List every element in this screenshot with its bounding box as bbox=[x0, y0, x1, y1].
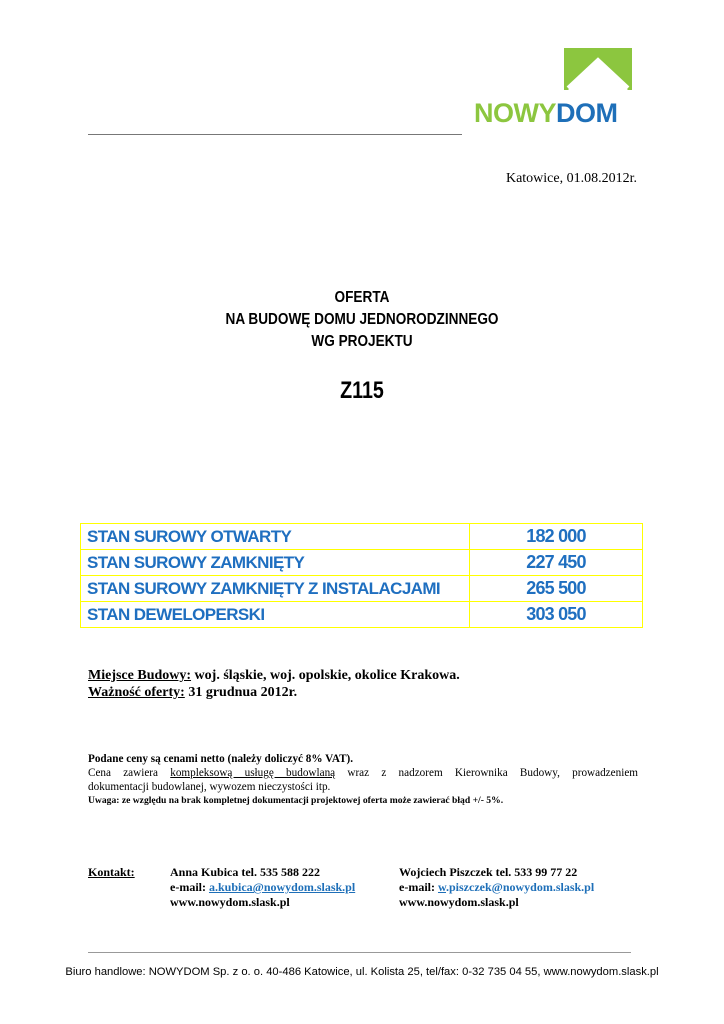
price-row bbox=[81, 524, 643, 550]
brand-name bbox=[474, 98, 618, 129]
offer-notes bbox=[88, 752, 638, 808]
stage-name: STAN SUROWY ZAMKNIĘTY bbox=[81, 550, 470, 576]
scope-note bbox=[88, 766, 638, 780]
contact-2-email-rest[interactable]: .piszczek@nowydom.slask.pl bbox=[446, 880, 595, 894]
stage-name: STAN SUROWY ZAMKNIĘTY Z INSTALACJAMI bbox=[81, 576, 470, 602]
footer-divider bbox=[88, 952, 631, 953]
offer-validity bbox=[88, 685, 297, 701]
header-divider bbox=[88, 134, 462, 135]
contact-1-name: Anna Kubica tel. 535 588 222 bbox=[170, 865, 321, 879]
contact-1-email-link[interactable]: a.kubica@nowydom.slask.pl bbox=[208, 880, 356, 894]
stage-name: STAN SUROWY OTWARTY bbox=[81, 524, 470, 550]
house-roof-icon bbox=[564, 48, 632, 90]
scope-text-b: wraz z nadzorem Kierownika Budowy, prowadzeniem bbox=[335, 767, 638, 779]
site-value: woj. śląskie, woj. opolskie, okolice Krakowa. bbox=[191, 668, 460, 683]
stage-price: 265 500 bbox=[470, 576, 643, 602]
brand-part-2: DOM bbox=[556, 98, 618, 128]
email-label: e-mail: bbox=[399, 880, 438, 894]
validity-value: 31 grudnua 2012r. bbox=[184, 685, 298, 700]
company-logo bbox=[474, 48, 634, 133]
email-label: e-mail: bbox=[170, 880, 209, 894]
stage-price: 303 050 bbox=[470, 602, 643, 628]
validity-label: Ważność oferty: bbox=[88, 685, 185, 700]
scope-text-underlined: kompleksową usługę budowlaną bbox=[170, 767, 336, 779]
contact-label: Kontakt: bbox=[88, 865, 135, 879]
construction-site bbox=[88, 668, 460, 684]
contact-2-website: www.nowydom.slask.pl bbox=[399, 895, 519, 909]
brand-part-1: NOWY bbox=[474, 98, 556, 128]
title-line-3: WG PROJEKTU bbox=[311, 333, 413, 350]
project-code: Z115 bbox=[340, 377, 384, 404]
price-table bbox=[80, 523, 643, 628]
stage-price: 227 450 bbox=[470, 550, 643, 576]
site-label: Miejsce Budowy: bbox=[88, 668, 192, 683]
contact-2-name: Wojciech Piszczek tel. 533 99 77 22 bbox=[399, 865, 578, 879]
net-price-note: Podane ceny są cenami netto (należy doliczyć 8% VAT). bbox=[88, 753, 354, 765]
contact-2-email-link[interactable]: w bbox=[437, 880, 446, 894]
warning-note: Uwaga: ze względu na brak kompletnej dokumentacji projektowej oferta może zawierać błąd +/- 5%. bbox=[88, 795, 504, 806]
scope-text-a: Cena zawiera bbox=[88, 767, 171, 779]
scope-note-cont: dokumentacji budowlanej, wywozem nieczystości itp. bbox=[88, 781, 331, 793]
stage-name: STAN DEWELOPERSKI bbox=[81, 602, 470, 628]
price-row bbox=[81, 602, 643, 628]
contact-1-email-line bbox=[170, 880, 355, 895]
footer-address: Biuro handlowe: NOWYDOM Sp. z o. o. 40-486 Katowice, ul. Kolista 25, tel/fax: 0-32 735 04 55, www.nowydom.slask.pl bbox=[65, 966, 659, 978]
title-line-2: NA BUDOWĘ DOMU JEDNORODZINNEGO bbox=[225, 311, 499, 328]
price-row bbox=[81, 550, 643, 576]
contact-2-email-line bbox=[399, 880, 594, 895]
price-row bbox=[81, 576, 643, 602]
contact-1-website: www.nowydom.slask.pl bbox=[170, 895, 290, 909]
document-date: Katowice, 01.08.2012r. bbox=[505, 171, 637, 186]
stage-price: 182 000 bbox=[470, 524, 643, 550]
title-line-1: OFERTA bbox=[334, 289, 390, 306]
